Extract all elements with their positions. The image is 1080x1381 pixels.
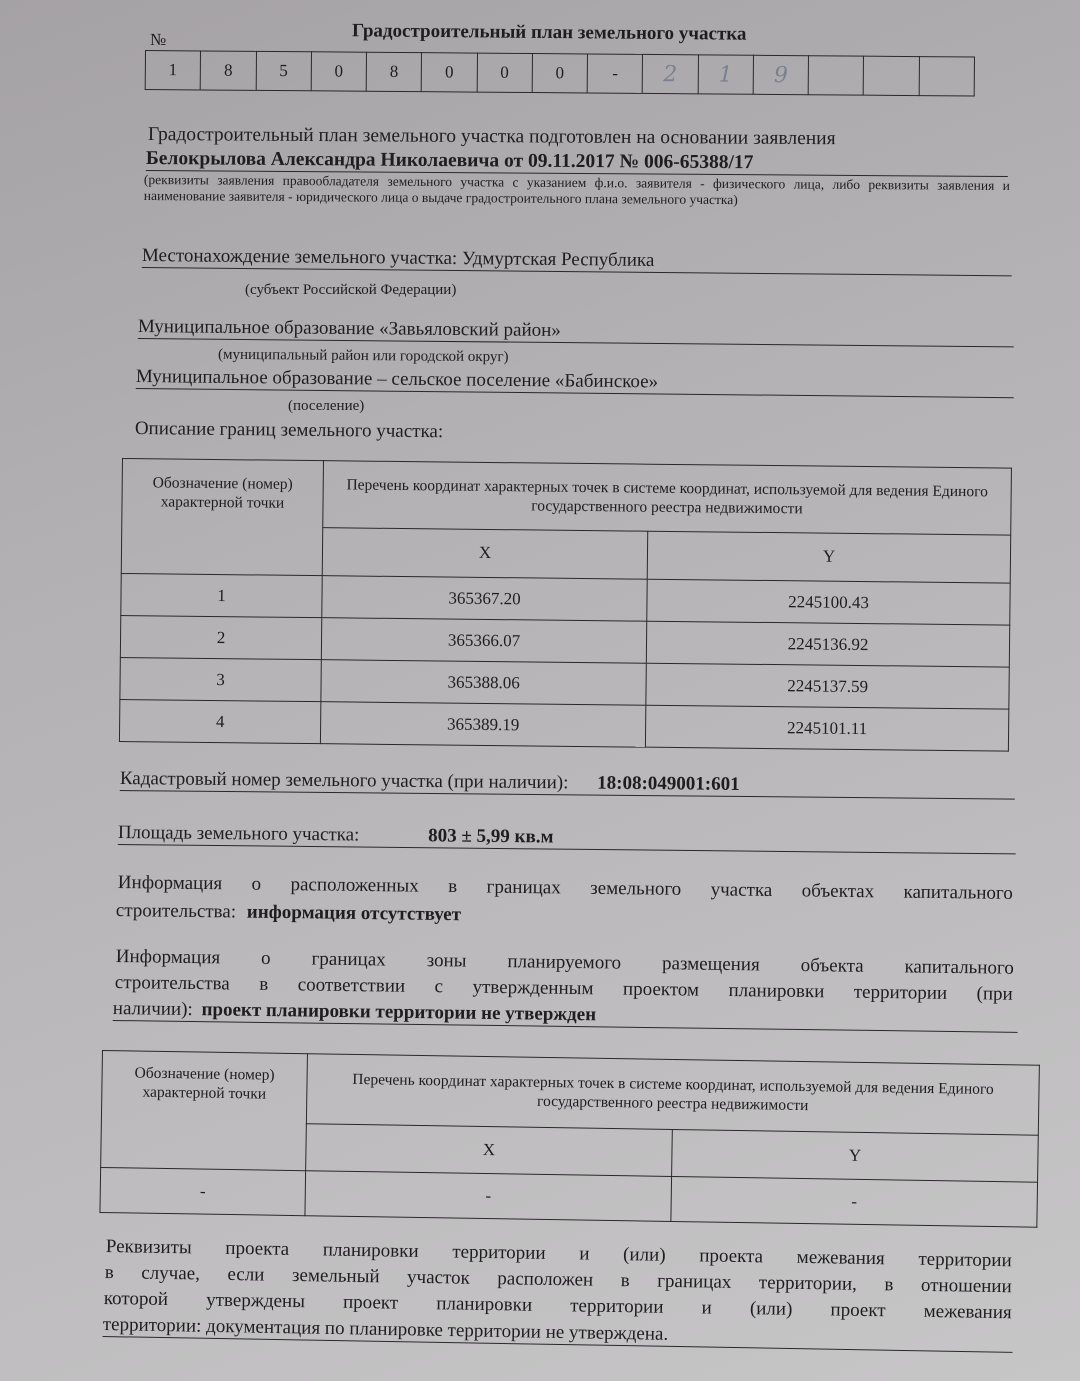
area-line [118, 822, 1016, 854]
document-title: Градостроительный план земельного участка [351, 20, 747, 45]
municipality-text: Муниципальное образование «Завьяловский район» [137, 316, 561, 342]
plan-number-digit: 8 [200, 51, 256, 90]
planning-zone-line-2: строительства в соответствии с утвержденным проектом планировки территории (при [114, 972, 1013, 1005]
requisites-line-2: в случае, если земельный участок расположен в границах территории, в отношении [104, 1262, 1012, 1298]
capital-objects-line-2 [116, 900, 461, 926]
plan-number-digit [919, 57, 975, 96]
x-coordinate-cell: 365389.19 [320, 702, 646, 748]
settlement-note: (поселение) [288, 398, 365, 414]
planning-zone-prefix: наличии): [112, 998, 193, 1021]
capital-objects-prefix: строительства: [115, 900, 237, 923]
col-header-point: Обозначение (номер) характерной точки [121, 459, 323, 576]
y-coordinate-cell: 2245137.59 [646, 663, 1009, 709]
location-note: (субъект Российской Федерации) [245, 282, 457, 298]
col-header-coordinates: Перечень координат характерных точек в системе координат, используемой для ведения Единого государственного реестра недвижимости [306, 1054, 1039, 1135]
y-coordinate-cell: 2245100.43 [647, 579, 1010, 625]
x-coordinate-cell: 365366.07 [321, 618, 647, 664]
area-label: Площадь земельного участка: [117, 822, 360, 846]
col-header-x: X [322, 527, 648, 579]
area-value: 803 ± 5,99 кв.м [428, 825, 554, 848]
municipality-line [138, 316, 1014, 347]
cadastral-number: 18:08:049001:601 [597, 772, 740, 795]
cadastral-line [120, 768, 1015, 800]
boundaries-title: Описание границ земельного участка: [134, 418, 444, 443]
number-sign: № [150, 30, 167, 49]
boundary-coordinates-table [119, 458, 1012, 752]
plan-number-digit: 0 [311, 52, 367, 91]
settlement-text: Муниципальное образование – сельское поселение «Бабинское» [135, 366, 659, 393]
requisites-line-3: которой утверждены проект планировки территории и (или) проект межевания [103, 1288, 1012, 1324]
point-number-cell: 2 [120, 615, 321, 659]
plan-number-digit: 2 [643, 54, 699, 93]
plan-number-digit: 1 [698, 55, 754, 94]
point-number-cell: 4 [119, 699, 320, 743]
plan-number-digit: 9 [753, 55, 809, 94]
planning-zone-line-1: Информация о границах зоны планируемого размещения объекта капитального [115, 946, 1014, 979]
plan-number-boxes [145, 50, 975, 97]
requisites-line-4-text: территории: документация по планировке территории не утверждена. [102, 1314, 669, 1345]
plan-number-digit: 1 [145, 51, 201, 90]
x-coordinate-cell: - [305, 1171, 672, 1222]
basis-line-1: Градостроительный план земельного участка подготовлен на основании заявления [147, 124, 836, 150]
capital-objects-line-1: Информация о расположенных в границах земельного участка объектах капитального [117, 872, 1013, 904]
plan-number-digit [808, 56, 864, 95]
plan-number-digit: 5 [256, 51, 312, 90]
planning-zone-coordinates-table [99, 1050, 1039, 1228]
requisites-line-1: Реквизиты проекта планировки территории и (или) проекта межевания территории [105, 1236, 1012, 1272]
settlement-line [136, 366, 1014, 398]
plan-number-digit: 8 [366, 52, 422, 91]
col-header-y: Y [672, 1129, 1039, 1182]
cadastral-label: Кадастровый номер земельного участка (при наличии): [119, 768, 569, 794]
basis-note: (реквизиты заявления правообладателя земельного участка с указанием ф.и.о. заявителя - физического лица, либо реквизиты заявления и наименование заявителя - юридического лица о выдаче градостроительного плана земельного участка) [143, 172, 1010, 208]
x-coordinate-cell: 365367.20 [322, 576, 648, 622]
x-coordinate-cell: 365388.06 [321, 660, 647, 706]
point-number-cell: - [100, 1167, 306, 1215]
applicant-text: Белокрылова Александра Николаевича от 09.11.2017 № 006-65388/17 [145, 148, 754, 174]
municipality-note: (муниципальный район или городской округ) [217, 346, 509, 366]
planning-zone-value: проект планировки территории не утвержден [201, 999, 597, 1026]
plan-number-digit [864, 56, 920, 95]
y-coordinate-cell: 2245101.11 [646, 705, 1009, 751]
col-header-coordinates: Перечень координат характерных точек в системе координат, используемой для ведения Единого государственного реестра недвижимости [323, 461, 1012, 535]
capital-objects-value: информация отсутствует [246, 901, 462, 926]
point-number-cell: 3 [120, 657, 321, 701]
y-coordinate-cell: 2245136.92 [646, 621, 1009, 667]
col-header-x: X [306, 1123, 673, 1176]
plan-number-digit: 0 [532, 54, 588, 93]
plan-number-digit: - [587, 54, 643, 93]
col-header-y: Y [647, 531, 1010, 583]
point-number-cell: 1 [121, 573, 322, 617]
table-row [119, 699, 1008, 751]
plan-number-digit: 0 [422, 53, 478, 92]
col-header-point: Обозначение (номер) характерной точки [101, 1051, 308, 1171]
y-coordinate-cell: - [671, 1176, 1038, 1227]
location-text: Местонахождение земельного участка: Удмуртская Республика [141, 245, 655, 271]
plan-number-digit: 0 [477, 53, 533, 92]
location-line [142, 245, 1012, 276]
